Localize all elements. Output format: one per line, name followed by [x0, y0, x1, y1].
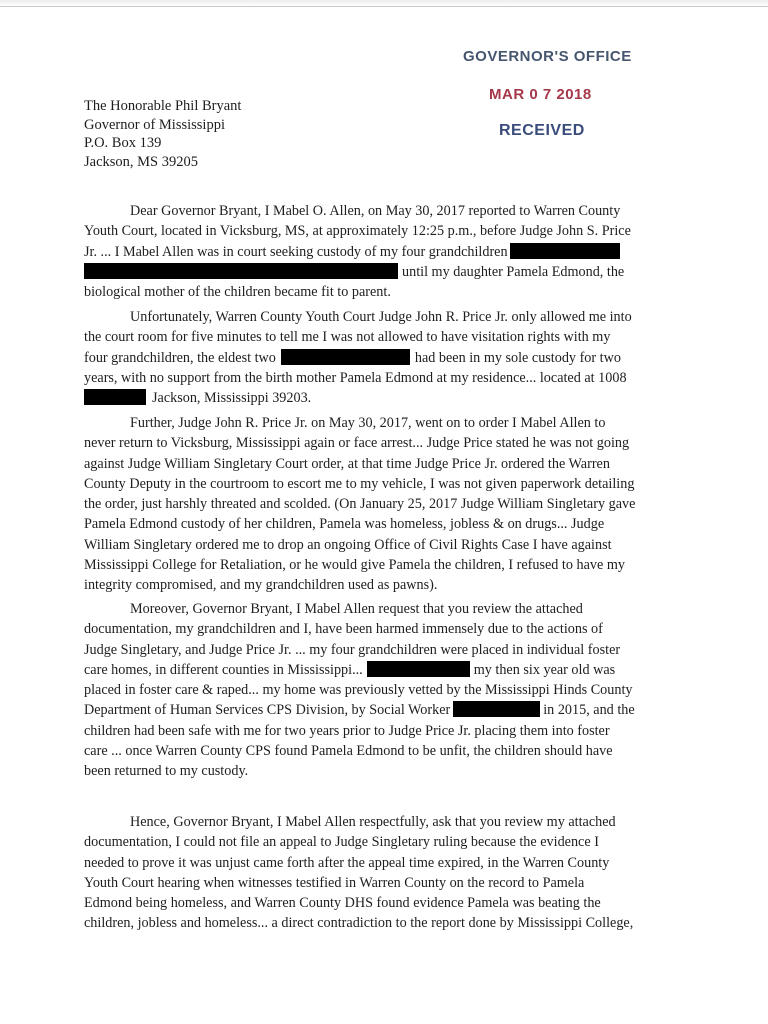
redaction-bar [453, 701, 540, 717]
text-segment: had been in my sole custody for two [414, 349, 621, 366]
text-segment: in 2015, and the [543, 702, 635, 719]
text-line: Youth Court hearing when witnesses testified in Warren County on the record to Pamela [84, 874, 585, 891]
text-line: the order, just harshly threated and scolded. (On January 25, 2017 Judge William Singletary gave [84, 496, 636, 513]
paragraph-2 [84, 307, 680, 408]
paragraph-1 [84, 201, 680, 302]
text-line: against Judge William Singletary Court order, at that time Judge Price Jr. ordered the Warren [84, 455, 610, 472]
address-line: P.O. Box 139 [84, 135, 162, 151]
text-line: been returned to my custody. [84, 763, 249, 780]
text-line: Dear Governor Bryant, I Mabel O. Allen, on May 30, 2017 reported to Warren County [130, 203, 621, 219]
redaction-bar [281, 349, 410, 365]
redaction-bar [84, 389, 146, 405]
text-line: years, with no support from the birth mother Pamela Edmond at my residence... located at 1008 [84, 369, 627, 386]
text-line: Further, Judge John R. Price Jr. on May 30, 2017, went on to order I Mabel Allen to [130, 415, 606, 431]
text-line [84, 660, 680, 680]
text-line: needed to prove it was unjust came forth after the appeal time expired, in the Warren County [84, 854, 610, 871]
redaction-bar [367, 661, 470, 677]
text-line: integrity compromised, and my grandchildren used as pawns). [84, 577, 438, 594]
text-line: Hence, Governor Bryant, I Mabel Allen respectfully, ask that you review my attached [130, 814, 616, 830]
text-segment: until my daughter Pamela Edmond, the [402, 263, 625, 280]
text-line: never return to Vicksburg, Mississippi again or face arrest... Judge Price stated he was not going [84, 435, 630, 452]
paragraph-4 [84, 599, 680, 782]
text-line: documentation, my grandchildren and I, have been harmed immensely due to the actions of [84, 621, 603, 638]
text-line: children, jobless and homeless... a direct contradiction to the report done by Mississippi College, [84, 915, 634, 932]
address-line: The Honorable Phil Bryant [84, 98, 242, 114]
address-line: Jackson, MS 39205 [84, 153, 198, 170]
text-segment: Jr. ... I Mabel Allen was in court seeking custody of my four grandchildren [84, 243, 508, 260]
text-line: Mississippi College for Retaliation, or he would give Pamela the children, I refused to have my [84, 557, 625, 574]
page-top-edge [0, 0, 768, 7]
recipient-address [84, 97, 241, 171]
text-line: William Singletary ordered me to drop an ongoing Office of Civil Rights Case I have against [84, 536, 612, 553]
text-line [84, 388, 680, 408]
stamp-received: RECEIVED [499, 122, 585, 139]
text-line: placed in foster care & raped... my home was previously vetted by the Mississippi Hinds County [84, 682, 633, 699]
text-segment: four grandchildren, the eldest two [84, 349, 276, 366]
stamp-date: MAR 0 7 2018 [489, 86, 592, 103]
paragraph-3 [84, 413, 680, 596]
redaction-bar [510, 243, 620, 259]
text-line [84, 700, 680, 720]
address-line: Governor of Mississippi [84, 116, 225, 133]
text-line: the court room for five minutes to tell me I was not allowed to have visitation rights with my [84, 329, 611, 346]
paragraph-5 [84, 812, 680, 934]
text-line: care ... once Warren County CPS found Pamela Edmond to be unfit, the children should have [84, 743, 613, 760]
text-line [84, 242, 680, 262]
text-line: biological mother of the children became fit to parent. [84, 284, 391, 301]
stamp-governors-office: GOVERNOR'S OFFICE [463, 48, 632, 65]
text-line: children had been safe with me for two years prior to Judge Price Jr. placing them into foster [84, 722, 610, 739]
text-segment: Jackson, Mississippi 39203. [152, 390, 312, 407]
text-line: Unfortunately, Warren County Youth Court Judge John R. Price Jr. only allowed me into [130, 309, 632, 325]
text-line [84, 348, 680, 368]
text-line: Pamela Edmond custody of her children, Pamela was homeless, jobless & on drugs... Judge [84, 516, 605, 533]
redaction-bar [84, 263, 398, 279]
text-line: documentation, I could not file an appeal to Judge Singletary ruling because the evidence I [84, 834, 599, 851]
text-segment: my then six year old was [473, 661, 616, 678]
text-line: Youth Court, located in Vicksburg, MS, at approximately 12:25 p.m., before Judge John S. Price [84, 223, 631, 240]
text-segment: care homes, in different counties in Mississippi... [84, 661, 363, 678]
text-line: County Deputy in the courtroom to escort me to my vehicle, I was not given paperwork detailing [84, 475, 635, 492]
text-line: Judge Singletary, and Judge Price Jr. ... my four grandchildren were placed in individual foster [84, 641, 621, 658]
text-line: Moreover, Governor Bryant, I Mabel Allen request that you review the attached [130, 601, 583, 617]
text-line: Edmond being homeless, and Warren County DHS found evidence Pamela was beating the [84, 895, 601, 912]
text-line [84, 262, 680, 282]
text-segment: Department of Human Services CPS Division, by Social Worker [84, 702, 451, 719]
